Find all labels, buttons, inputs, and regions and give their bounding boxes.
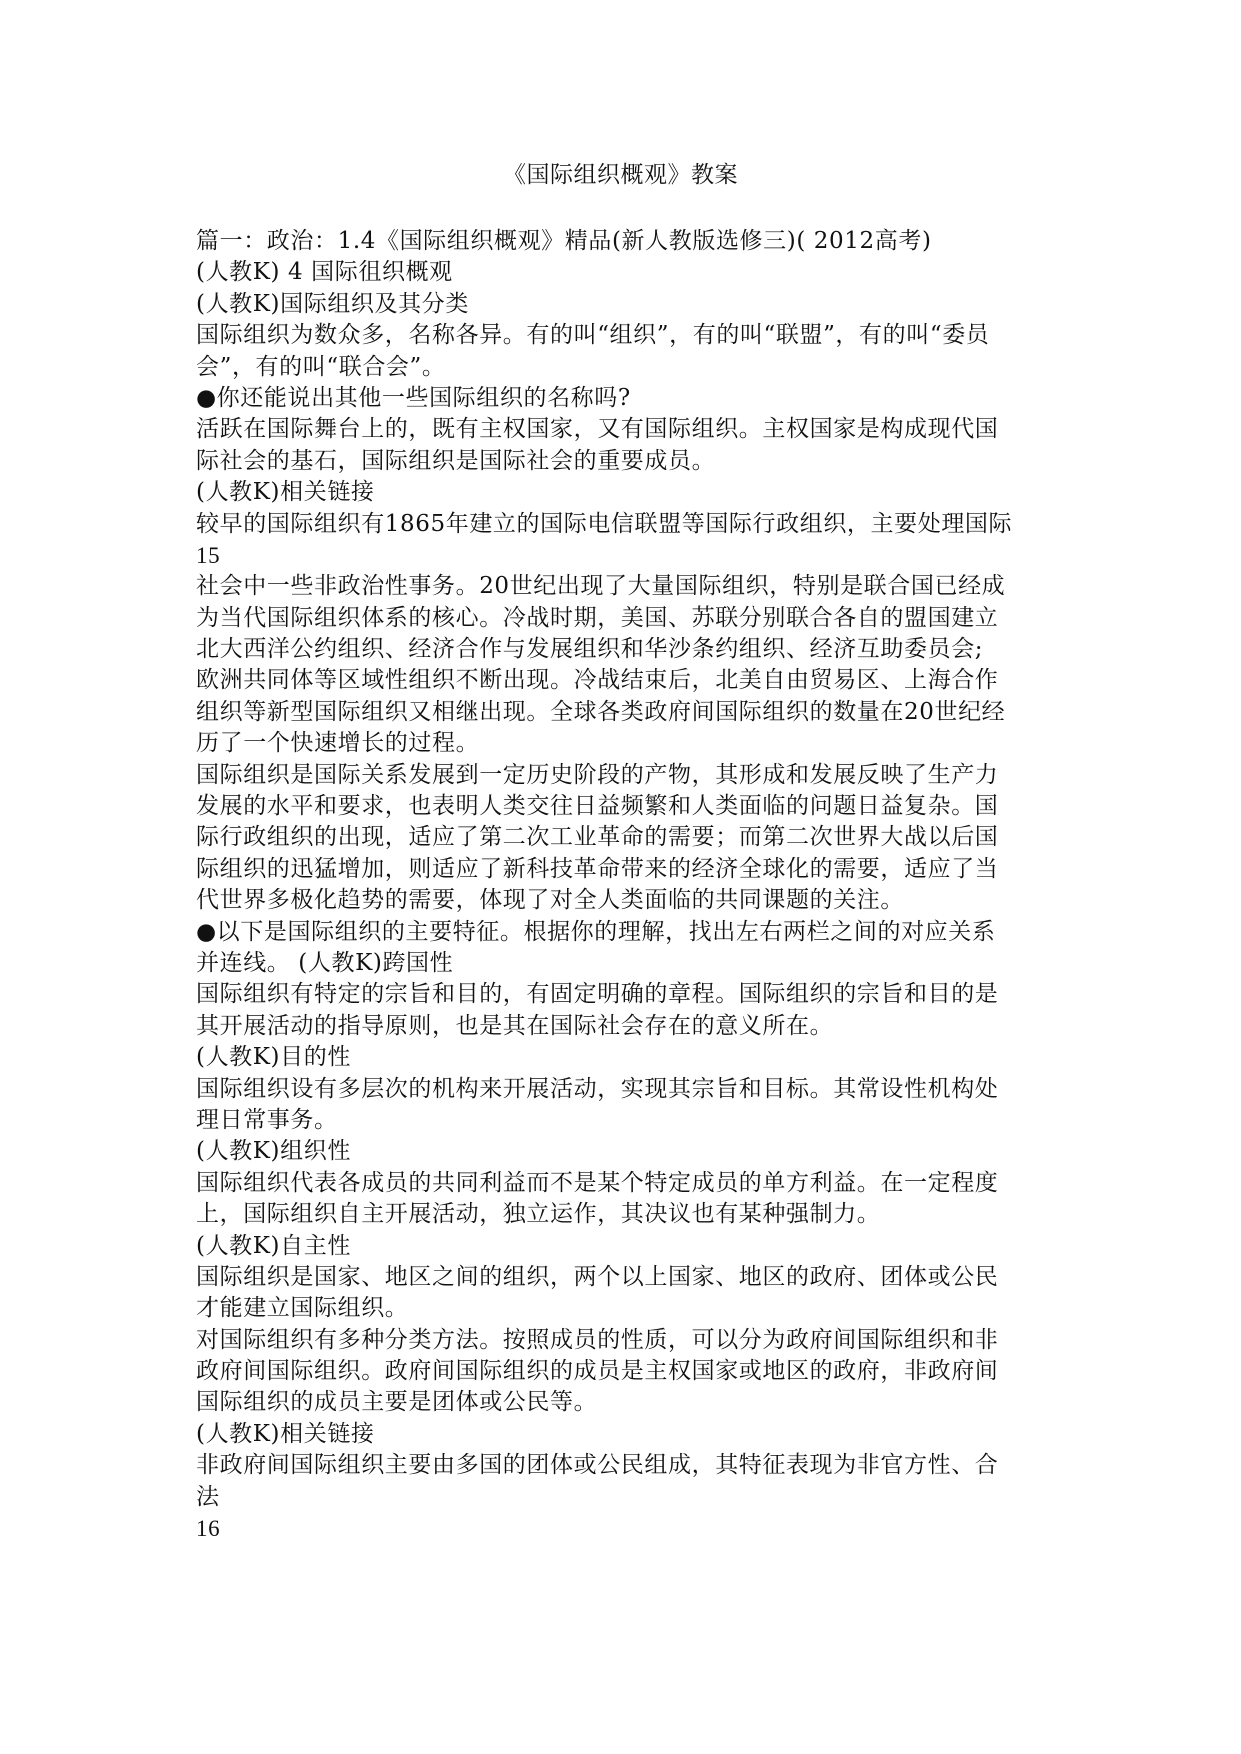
body-line: ●你还能说出其他一些国际组织的名称吗? bbox=[196, 384, 631, 411]
body-line: 国际组织的成员主要是团体或公民等。 bbox=[196, 1389, 598, 1416]
body-line: (人教K)目的性 bbox=[196, 1044, 351, 1071]
body-line: 并连线。 (人教K)跨国性 bbox=[196, 949, 454, 976]
body-line: 为当代国际组织体系的核心。冷战时期，美国、苏联分别联合各自的盟国建立 bbox=[196, 604, 999, 631]
body-line: (人教K)国际组织及其分类 bbox=[196, 290, 469, 317]
body-line: 际行政组织的出现，适应了第二次工业革命的需要；而第二次世界大战以后国 bbox=[196, 824, 999, 851]
body-line: 上，国际组织自主开展活动，独立运作，其决议也有某种强制力。 bbox=[196, 1201, 881, 1228]
body-line: 发展的水平和要求，也表明人类交往日益频繁和人类面临的问题日益复杂。国 bbox=[196, 793, 999, 820]
document-title: 《国际组织概观》教案 bbox=[503, 162, 738, 188]
body-line: 国际组织代表各成员的共同利益而不是某个特定成员的单方利益。在一定程度 bbox=[196, 1169, 999, 1196]
body-line: (人教K)组织性 bbox=[196, 1138, 351, 1165]
page-number: 16 bbox=[196, 1516, 221, 1542]
body-line: 较早的国际组织有1865年建立的国际电信联盟等国际行政组织，主要处理国际 bbox=[196, 510, 1013, 537]
body-line: 非政府间国际组织主要由多国的团体或公民组成，其特征表现为非官方性、合 bbox=[196, 1452, 999, 1479]
page-number: 15 bbox=[196, 542, 221, 568]
body-line: 会”，有的叫“联合会”。 bbox=[196, 353, 446, 380]
body-line: (人教K)相关链接 bbox=[196, 479, 375, 506]
body-line: 才能建立国际组织。 bbox=[196, 1295, 409, 1322]
body-line: (人教K) 4 国际徂织概观 bbox=[196, 259, 453, 286]
body-line: 理日常事务。 bbox=[196, 1106, 338, 1133]
body-line: 代世界多极化趋势的需要，体现了对全人类面临的共同课题的关注。 bbox=[196, 887, 904, 914]
body-line: 国际组织为数众多，名称各异。有的叫“组织”，有的叫“联盟”，有的叫“委员 bbox=[196, 322, 990, 349]
body-line: 法 bbox=[196, 1483, 220, 1510]
body-line: 国际组织设有多层次的机构来开展活动，实现其宗旨和目标。其常设性机构处 bbox=[196, 1075, 999, 1102]
body-line: (人教K)自主性 bbox=[196, 1232, 351, 1259]
body-line: (人教K)相关链接 bbox=[196, 1420, 375, 1447]
body-line: 篇一：政治：1.4《国际组织概观》精品(新人教版选修三)( 2012高考) bbox=[196, 228, 932, 254]
body-line: 国际组织是国际关系发展到一定历史阶段的产物，其形成和发展反映了生产力 bbox=[196, 761, 999, 788]
body-line: 欧洲共同体等区域性组织不断出现。冷战结束后，北美自由贸易区、上海合作 bbox=[196, 667, 999, 694]
body-line: 社会中一些非政治性事务。20世纪出现了大量国际组织，特别是联合国已经成 bbox=[196, 573, 1006, 600]
body-line: 历了一个快速增长的过程。 bbox=[196, 730, 480, 757]
body-line: 际组织的迅猛增加，则适应了新科技革命带来的经济全球化的需要，适应了当 bbox=[196, 855, 999, 882]
body-line: 对国际组织有多种分类方法。按照成员的性质，可以分为政府间国际组织和非 bbox=[196, 1326, 999, 1353]
body-line: 北大西洋公约组织、经济合作与发展组织和华沙条约组织、经济互助委员会; bbox=[196, 636, 984, 663]
document-body bbox=[196, 226, 1048, 1544]
body-line: ●以下是国际组织的主要特征。根据你的理解，找出左右两栏之间的对应关系 bbox=[196, 918, 996, 945]
body-line: 际社会的基石，国际组织是国际社会的重要成员。 bbox=[196, 447, 716, 474]
body-line: 其开展活动的指导原则，也是其在国际社会存在的意义所在。 bbox=[196, 1012, 834, 1039]
body-line: 政府间国际组织。政府间国际组织的成员是主权国家或地区的政府，非政府间 bbox=[196, 1358, 999, 1385]
body-line: 国际组织是国家、地区之间的组织，两个以上国家、地区的政府、团体或公民 bbox=[196, 1263, 999, 1290]
body-line: 国际组织有特定的宗旨和目的，有固定明确的章程。国际组织的宗旨和目的是 bbox=[196, 981, 999, 1008]
body-line: 组织等新型国际组织又相继出现。全球各类政府间国际组织的数量在20世纪经 bbox=[196, 698, 1006, 725]
body-line: 活跃在国际舞台上的，既有主权国家，又有国际组织。主权国家是构成现代国 bbox=[196, 416, 999, 443]
